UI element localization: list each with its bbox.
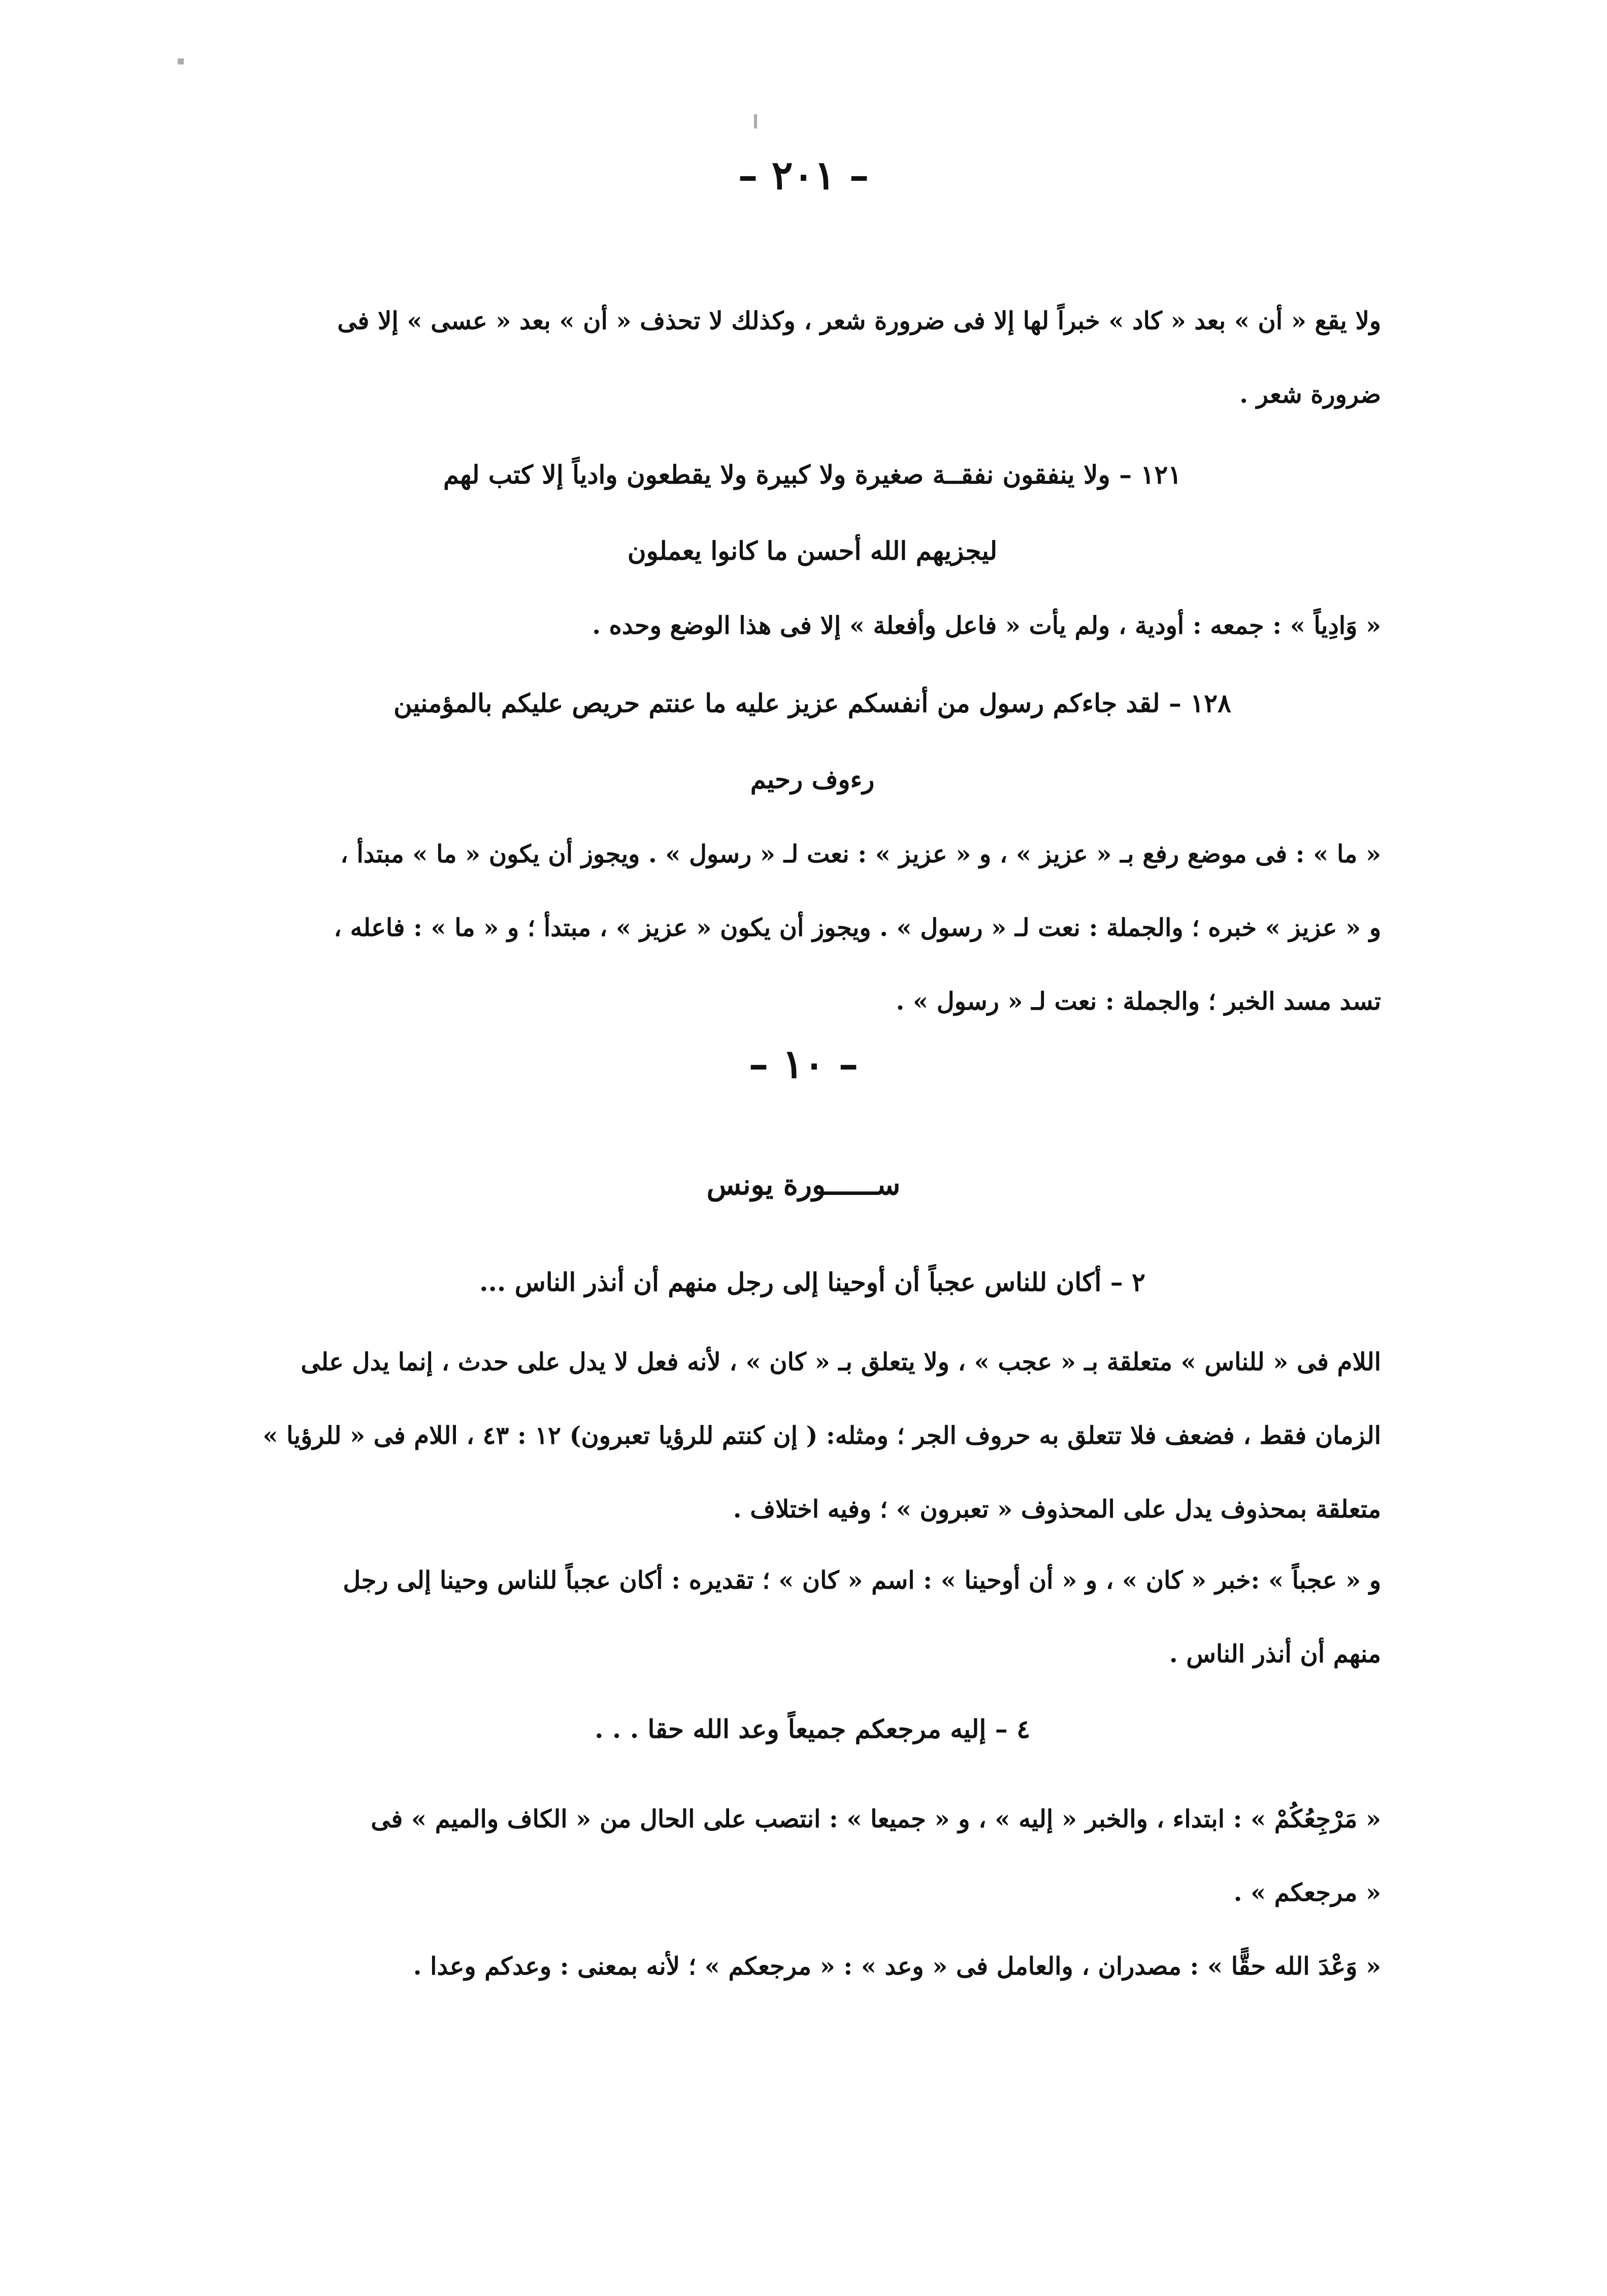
scan-speck bbox=[178, 58, 184, 64]
text-line: « وَعْدَ الله حقًّا » : مصدران ، والعامل فى « وعد » : « مرجعكم » ؛ لأنه بمعنى : وعدكم وعدا . bbox=[413, 1952, 1381, 1981]
section-number: – ١٠ – bbox=[748, 1041, 859, 1087]
text-line: « ما » : فى موضع رفع بـ « عزيز » ، و « عزيز » : نعت لـ « رسول » . ويجوز أن يكون « ما » مبتدأ ، bbox=[340, 840, 1381, 868]
verse-line: رءوف رحيم bbox=[750, 764, 875, 794]
text-line: « وَادِياً » : جمعه : أودية ، ولم يأت « فاعل وأفعلة » إلا فى هذا الوضع وحده . bbox=[592, 611, 1381, 640]
paragraph-lam bbox=[264, 1325, 1381, 1546]
verse-line: ١٢٨ – لقد جاءكم رسول من أنفسكم عزيز عليه ما عنتم حريص عليكم بالمؤمنين bbox=[393, 688, 1231, 718]
paragraph-wadiyan bbox=[264, 589, 1381, 663]
verse-line: ليجزيهم الله أحسن ما كانوا يعملون bbox=[627, 536, 998, 566]
verse-line: ٢ – أكان للناس عجباً أن أوحينا إلى رجل منهم أن أنذر الناس ... bbox=[479, 1267, 1145, 1297]
text-line: ولا يقع « أن » بعد « كاد » خبراً لها إلا فى ضرورة شعر ، وكذلك لا تحذف « أن » بعد « عسى » إلا فى bbox=[337, 307, 1381, 335]
text-line: اللام فى « للناس » متعلقة بـ « عجب » ، ولا يتعلق بـ « كان » ، لأنه فعل لا يدل على حدث ، إنما يدل على bbox=[301, 1348, 1381, 1376]
text-line: ضرورة شعر . bbox=[1239, 380, 1381, 409]
page-number: – ٢٠١ – bbox=[738, 152, 869, 199]
verse-128 bbox=[355, 665, 1269, 818]
verse-2 bbox=[355, 1244, 1269, 1320]
text-line: « مرجعكم » . bbox=[1233, 1879, 1381, 1907]
text-line: تسد مسد الخبر ؛ والجملة : نعت لـ « رسول » . bbox=[896, 987, 1381, 1016]
scan-speck bbox=[754, 114, 757, 128]
text-line: « مَرْجِعُكُمْ » : ابتداء ، والخبر « إليه » ، و « جميعا » : انتصب على الحال من « الكاف والميم » فى bbox=[371, 1805, 1381, 1833]
text-line: متعلقة بمحذوف يدل على المحذوف « تعبرون » ؛ وفيه اختلاف . bbox=[733, 1495, 1381, 1524]
text-line: و « عجباً » :خبر « كان » ، و « أن أوحينا » : اسم « كان » ؛ تقديره : أكان عجباً للناس وحينا إلى رجل bbox=[343, 1566, 1381, 1595]
verse-line: ١٢١ – ولا ينفقون نفقــة صغيرة ولا كبيرة ولا يقطعون وادياً إلا كتب لهم bbox=[443, 460, 1182, 490]
paragraph-wad bbox=[264, 1930, 1381, 2003]
paragraph-ma bbox=[264, 818, 1381, 1039]
text-line: الزمان فقط ، فضعف فلا تتعلق به حروف الجر ؛ ومثله: ( إن كنتم للرؤيا تعبرون) ١٢ : ٤٣ ، اللام فى « للرؤيا » bbox=[263, 1421, 1381, 1450]
verse-4 bbox=[355, 1691, 1269, 1767]
paragraph-kada bbox=[264, 284, 1381, 432]
surah-title: ســــــورة يونس bbox=[706, 1168, 901, 1202]
paragraph-ajaban bbox=[264, 1544, 1381, 1691]
text-line: منهم أن أنذر الناس . bbox=[1169, 1640, 1381, 1668]
text-line: و « عزيز » خبره ؛ والجملة : نعت لـ « رسول » . ويجوز أن يكون « عزيز » ، مبتدأ ؛ و « ما » : فاعله ، bbox=[334, 914, 1381, 942]
verse-121 bbox=[355, 437, 1269, 589]
verse-line: ٤ – إليه مرجعكم جميعاً وعد الله حقا . . . bbox=[595, 1714, 1030, 1744]
paragraph-marjiukum bbox=[264, 1783, 1381, 1930]
